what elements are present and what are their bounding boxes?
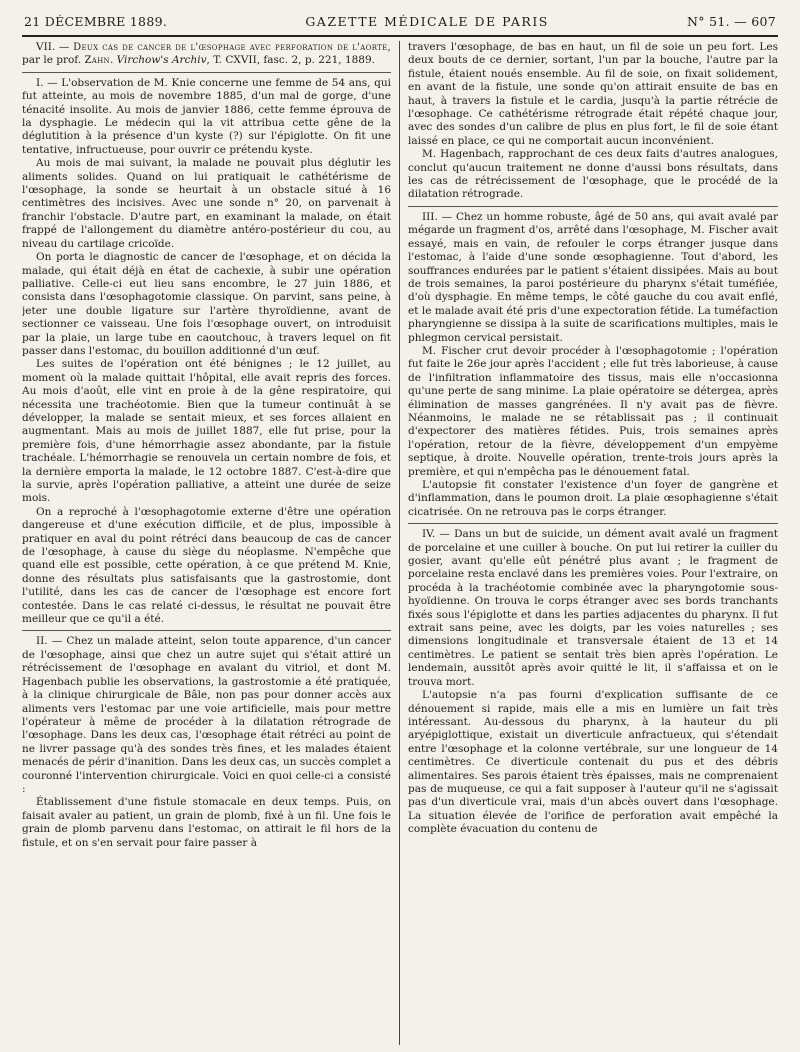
paragraph: On porta le diagnostic de cancer de l'œsophage, et on décida la malade, qui était déjà en état de cachexie, à subir une opération palliative. Celle-ci eut lieu sans encombre, le 27 juin 1886, et consista dans l'œsophagotomie classique. On parvint, sans peine, à jeter une double ligature sur l'artère thyroïdienne, avant de sectionner ce vaisseau. Une fois l'œsophage ouvert, on introduisit par la plaie, un large tube en caoutchouc, à travers lequel on fit passer dans l'estomac, du bouillon additionné d'un œuf. (22, 251, 391, 357)
paragraph: IV. — Dans un but de suicide, un dément avait avalé un fragment de porcelaine et une cuiller à bouche. On put lui retirer la cuiller du gosier, avant qu'elle eût pénétré plus avant ; le fragment de porcelaine resta enclavé dans les premières voies. Pour l'extraire, on procéda à la trachéotomie combinée avec la pharyngotomie sous-hyoïdienne. On trouva le corps étranger avec ses bords tranchants fixés sous l'épiglotte et dans les parties adjacentes du pharynx. Il fut extrait sans peine, avec les doigts, par les voies naturelles ; ses dimensions longitudinale et transversale étaient de 13 et 14 centimètres. Le patient se sentait très bien après l'opération. Le lendemain, aussitôt après avoir quitté le lit, il s'affaissa et on le trouva mort. (408, 528, 778, 688)
article-heading (22, 41, 391, 73)
section-divider (22, 630, 391, 631)
article-number: VII. — (36, 41, 70, 53)
paragraph: On a reproché à l'œsophagotomie externe d'être une opération dangereuse et d'une exécution difficile, et de plus, impossible à pratiquer en aval du point rétréci dans beaucoup de cas de cancer de l'œsophage, à cause du siège du néoplasme. N'empêche que quand elle est possible, cette opération, à ce que prétend M. Knie, donne des résultats plus satisfaisants que la gastrostomie, dont l'utilité, dans les cas de cancer de l'œsophage est encore fort contestée. Dans le cas relaté ci-dessus, le résultat ne pouvait être meilleur que ce qu'il a été. (22, 505, 391, 626)
left-column (22, 41, 400, 1045)
right-column (400, 41, 778, 1045)
page-number: N° 51. — 607 (687, 14, 776, 29)
paragraph: M. Fischer crut devoir procéder à l'œsophagotomie ; l'opération fut faite le 26e jour après l'accident ; elle fut très laborieuse, à cause de l'infiltration inflammatoire des tissus, mais elle n'occasionna qu'une perte de sang minime. La plaie opératoire se détergea, après élimination de masses gangrénées. Il n'y avait pas de fièvre. Néanmoins, le malade ne se rétablissait pas ; il continuait d'expectorer des matières fétides. Puis, trois semaines après l'opération, retour de la fièvre, développement d'un empyème septique, à droite. Nouvelle opération, trente-trois jours après la première, et qui n'empêcha pas le dénouement fatal. (408, 344, 778, 478)
running-head (22, 14, 778, 37)
article-sep: . (109, 54, 117, 67)
article-reference: , T. CXVII, fasc. 2, p. 221, 1889. (206, 54, 376, 67)
paragraph: L'autopsie fit constater l'existence d'un foyer de gangrène et d'inflammation, dans le poumon droit. La plaie œsophagienne s'était cicatrisée. On ne retrouva pas le corps étranger. (408, 479, 778, 518)
paragraph: travers l'œsophage, de bas en haut, un fil de soie un peu fort. Les deux bouts de ce dernier, sortant, l'un par la bouche, l'autre par la fistule, étaient noués ensemble. Au fil de soie, on fixait solidement, en avant de la fistule, une sonde qu'on attirait ensuite de bas en haut, à travers la fistule et le cardia, jusqu'à la partie rétrécie de l'œsophage. Ce cathétérisme rétrograde était répété chaque jour, avec des sondes d'un calibre de plus en plus fort, le fil de soie étant laissé en place, ce qui ne comportait aucun inconvénient. (408, 41, 778, 147)
article-author: Zahn (84, 55, 110, 67)
paragraph: III. — Chez un homme robuste, âgé de 50 ans, qui avait avalé par mégarde un fragment d'os, arrêté dans l'œsophage, M. Fischer avait essayé, mais en vain, de refouler le corps étranger jusque dans l'estomac, à l'aide d'une sonde œsophagienne. Tout d'abord, les souffrances endurées par le patient s'étaient dissipées. Mais au bout de trois semaines, la paroi postérieure du pharynx s'était tuméfiée, d'où dysphagie. En même temps, le côté gauche du cou avait enflé, et le malade avait été pris d'une expectoration fétide. La tuméfaction pharyngienne se dissipa à la suite de scarifications multiples, mais le phlegmon cervical persistait. (408, 210, 778, 344)
paragraph: II. — Chez un malade atteint, selon toute apparence, d'un cancer de l'œsophage, ainsi que chez un autre sujet qui s'était attiré un rétrécissement de l'œsophage en avalant du vitriol, et dont M. Hagenbach publie les observations, la gastrostomie a été pratiquée, à la clinique chirurgicale de Bâle, non pas pour donner accès aux aliments vers l'estomac par une voie artificielle, mais pour mettre l'opérateur à même de procéder à la dilatation rétrograde de l'œsophage. Dans les deux cas, l'œsophage était rétréci au point de ne livrer passage qu'à des sondes très fines, et les malades étaient menacés de périr d'inanition. Dans les deux cas, un succès complet a couronné l'intervention chirurgicale. Voici en quoi celle-ci a consisté : (22, 635, 392, 795)
article-title: Deux cas de cancer de l'œsophage avec perforation de l'aorte, (73, 42, 391, 53)
paragraph: I. — L'observation de M. Knie concerne une femme de 54 ans, qui fut atteinte, au mois de novembre 1885, d'un mal de gorge, d'une ténacité insolite. Au mois de janvier 1886, cette femme éprouva de la dysphagie. Le médecin qui la vit attribua cette gêne de la déglutition à la présence d'un kyste (?) sur l'épiglotte. On fit une tentative, infructueuse, pour ouvrir ce prétendu kyste. (22, 76, 391, 156)
paragraph: Au mois de mai suivant, la malade ne pouvait plus déglutir les aliments solides. Quand on lui pratiquait le cathétérisme de l'œsophage, la sonde se heurtait à un obstacle situé à 16 centimètres des incisives. Avec une sonde n° 20, on parvenait à franchir l'obstacle. D'autre part, en examinant la malade, on était frappé de l'allongement du diamètre antéro-postérieur du cou, au niveau du cartilage cricoïde. (22, 157, 391, 250)
article-journal: Virchow's Archiv (116, 54, 207, 67)
journal-title: GAZETTE MÉDICALE DE PARIS (305, 14, 549, 29)
two-column-body (22, 41, 778, 1045)
section-divider (408, 206, 778, 207)
paragraph: Les suites de l'opération ont été bénignes ; le 12 juillet, au moment où la malade quittait l'hôpital, elle avait repris des forces. Au mois d'août, elle vint en proie à de la gêne respiratoire, qui nécessita une trachéotomie. Bien que la tumeur continuât à se développer, la malade se sentait mieux, et ses forces allaient en augmentant. Mais au mois de juillet 1887, elle fut prise, pour la première fois, d'une hémorrhagie assez abondante, par la fistule trachéale. L'hémorrhagie se renouvela un certain nombre de fois, et la dernière emporta la malade, le 12 octobre 1887. C'est-à-dire que la survie, après l'opération palliative, a atteint une durée de seize mois. (22, 358, 391, 505)
article-by: par le prof. (22, 54, 85, 67)
header-date: 21 DÉCEMBRE 1889. (24, 14, 168, 29)
section-divider (408, 523, 778, 524)
paragraph: M. Hagenbach, rapprochant de ces deux faits d'autres analogues, conclut qu'aucun traitement ne donne d'aussi bons résultats, dans les cas de rétrécissement de l'œsophage, que le procédé de la dilatation rétrograde. (408, 148, 778, 201)
paragraph: Établissement d'une fistule stomacale en deux temps. Puis, on faisait avaler au patient, un grain de plomb, fixé à un fil. Une fois le grain de plomb parvenu dans l'estomac, on attirait le fil hors de la fistule, et on s'en servait pour faire passer à (22, 796, 391, 849)
paragraph: L'autopsie n'a pas fourni d'explication suffisante de ce dénouement si rapide, mais elle a mis en lumière un fait très intéressant. Au-dessous du pharynx, à la hauteur du pli aryépiglottique, existait un diverticule anfractueux, qui s'étendait entre l'œsophage et la colonne vertébrale, sur une longueur de 14 centimètres. Ce diverticule contenait du pus et des débris alimentaires. Ses parois étaient très épaisses, mais ne comprenaient pas de muqueuse, ce qui a fait supposer à l'auteur qu'il ne s'agissait pas d'un diverticule vrai, mais d'un abcès ouvert dans l'œsophage. La situation élevée de l'orifice de perforation avait empêché la complète évacuation du contenu de (408, 689, 778, 836)
